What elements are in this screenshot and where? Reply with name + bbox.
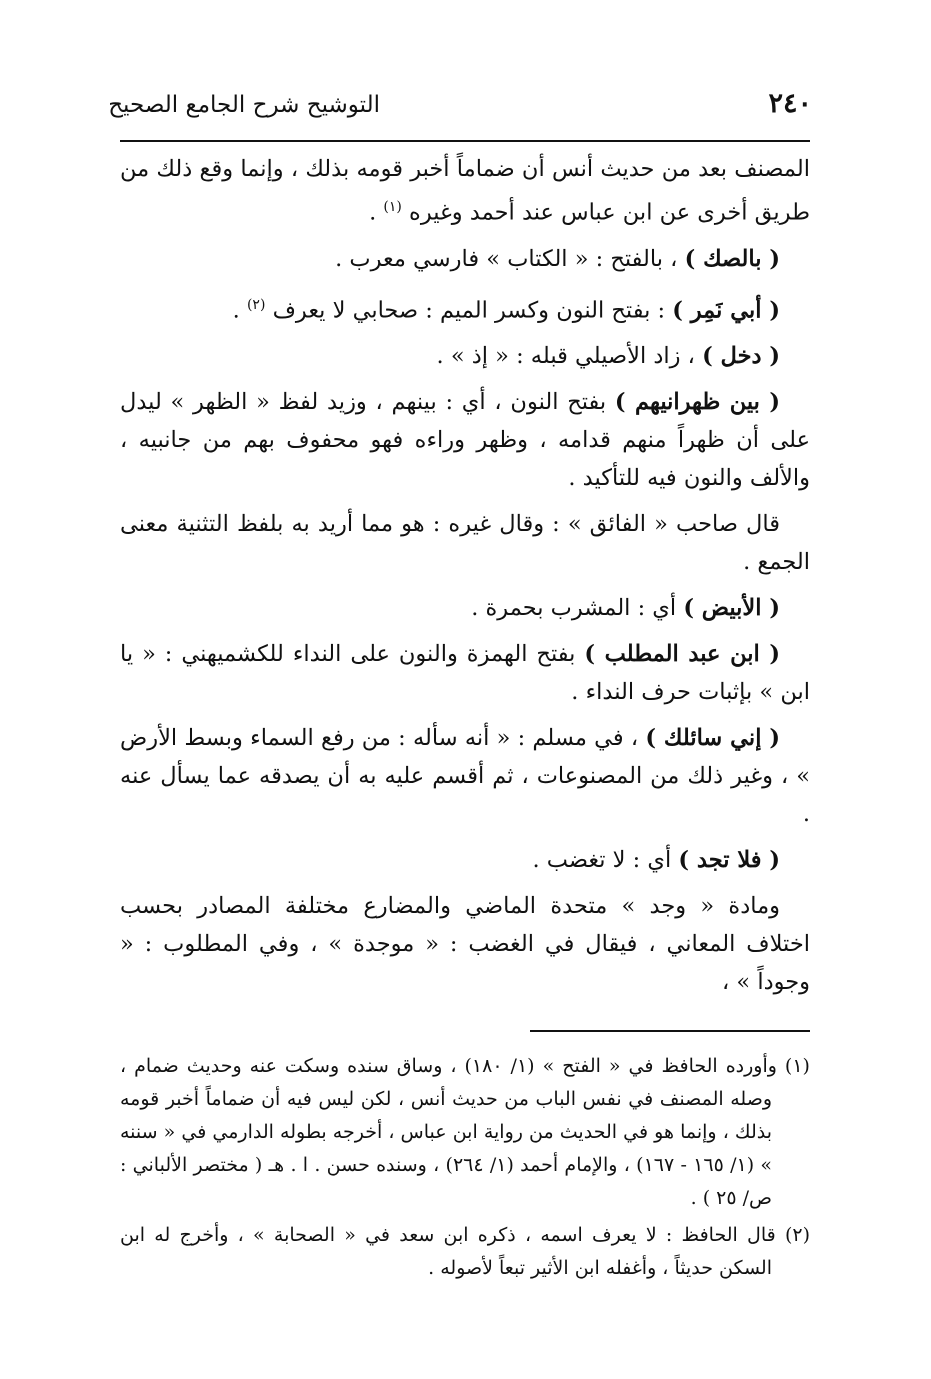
- entry-abi-namir: ( أبي نَمِر ) : بفتح النون وكسر الميم : صحابي لا يعرف $^{(٢)}$ .: [232, 296, 780, 323]
- paragraph-1: المصنف بعد من حديث أنس أن ضماماً أخبر قومه بذلك ، وإنما وقع ذلك من طريق أخرى عن ابن عباس عند أحمد وغيره $^{(١)}$ .: [120, 156, 810, 226]
- running-header-title: التوشيح شرح الجامع الصحيح: [108, 92, 380, 118]
- footnote-1: (١) وأورده الحافظ في « الفتح » (١/ ١٨٠) ، وساق سنده وسكت عنه وحديث ضمام ، وصله المصنف في نفس الباب من حديث أنس ، لكن ليس فيه أن ضماماً أخبر قومه بذلك ، وإنما هو في الحديث من رواية ابن عباس ، أخرجه بطوله الدارمي في « سننه » (١/ ١٦٥ - ١٦٧) ، والإمام أحمد (١/ ٢٦٤) ، وسنده حسن . ا . هـ ( مختصر الألباني : ص/ ٢٥ ) .: [120, 1055, 810, 1209]
- entry-bisak: ( بالصك ) ، بالفتح : « الكتاب » فارسي معرب .: [335, 245, 780, 272]
- entry-fala-tajid: ( فلا تجد ) أي : لا تغضب .: [532, 847, 780, 873]
- entry-dakhala: ( دخل ) ، زاد الأصيلي قبله : « إذ » .: [436, 343, 780, 369]
- lemma: ( ابن عبد المطلب ): [584, 641, 780, 667]
- lemma: ( فلا تجد ): [678, 847, 780, 873]
- lemma: ( دخل ): [702, 343, 780, 369]
- footnotes: [120, 1050, 810, 1289]
- lemma: ( بالصك ): [684, 245, 780, 272]
- main-text: [120, 150, 810, 1001]
- footnote-ref-2: (٢): [246, 296, 266, 313]
- paragraph-wajada: ومادة « وجد » متحدة الماضي والمضارع مختلفة المصادر بحسب اختلاف المعاني ، فيقال في الغضب : « موجدة » ، وفي المطلوب : « وجوداً » ،: [120, 893, 810, 995]
- lemma: ( أبي نَمِر ): [672, 297, 780, 323]
- lemma: ( بين ظهرانيهم ): [614, 389, 781, 415]
- entry-bayna-zahranayhim: ( بين ظهرانيهم ) بفتح النون ، أي : بينهم ، وزيد لفظ « الظهر » ليدل على أن ظهراً منهم قدامه ، وظهر وراءه فهو محفوف بهم من جانبيه ، والألف والنون فيه للتأكيد .: [120, 389, 810, 491]
- entry-al-abyad: ( الأبيض ) أي : المشرب بحمرة .: [471, 595, 780, 621]
- entry-inni-sailuk: ( إني سائلك ) ، في مسلم : « أنه سأله : من رفع السماء وبسط الأرض » ، وغير ذلك من المصنوعات ، ثم أقسم عليه به أن يصدقه عما يسأل عنه .: [120, 725, 810, 827]
- paragraph-faiq: قال صاحب « الفائق » : وقال غيره : هو مما أريد به بلفظ التثنية معنى الجمع .: [120, 511, 810, 575]
- lemma: ( الأبيض ): [683, 595, 780, 621]
- lemma: ( إني سائلك ): [645, 725, 780, 751]
- page-number: ٢٤٠: [768, 88, 812, 119]
- header-rule: [120, 140, 810, 142]
- footnote-2: (٢) قال الحافظ : لا يعرف اسمه ، ذكره ابن سعد في « الصحابة » ، وأخرج له ابن السكن حديثاً ، وأغفله ابن الأثير تبعاً لأصوله .: [120, 1224, 810, 1279]
- footnote-ref-1: (١): [383, 199, 402, 215]
- entry-ibn-abd-al-muttalib: ( ابن عبد المطلب ) بفتح الهمزة والنون على النداء للكشميهني : « يا ابن » بإثبات حرف النداء .: [120, 641, 810, 705]
- footnote-rule: [530, 1030, 810, 1032]
